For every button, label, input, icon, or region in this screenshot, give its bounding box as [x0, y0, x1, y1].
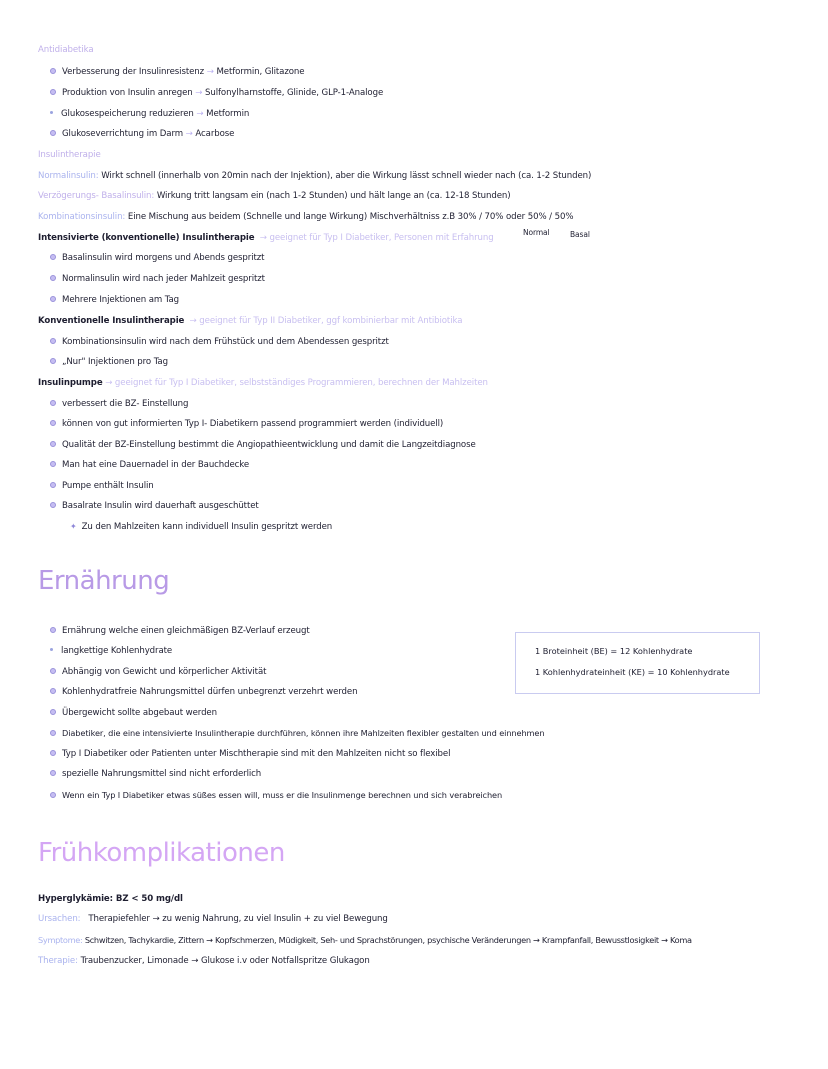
bullet-icon: [50, 668, 56, 674]
list-item: Verbesserung der Insulinresistenz → Metformin, Glitazone: [50, 66, 304, 78]
list-item: Typ I Diabetiker oder Patienten unter Mischtherapie sind mit den Mahlzeiten nicht so flexibel: [50, 748, 450, 760]
section-title-ernaehrung: Ernährung: [38, 566, 170, 596]
list-item: Produktion von Insulin anregen → Sulfonylharnstoffe, Glinide, GLP-1-Analoge: [50, 87, 383, 99]
bullet-icon: [50, 482, 56, 488]
bullet-icon: [50, 275, 56, 281]
subsection-intensiviert: Intensivierte (konventionelle) Insulintherapie → geeignet für Typ I Diabetiker, Personen mit Erfahrung: [38, 233, 494, 243]
subsection-konventionell: Konventionelle Insulintherapie → geeignet für Typ II Diabetiker, ggf kombinierbar mit Antibiotika: [38, 316, 463, 326]
list-item: „Nur" Injektionen pro Tag: [50, 356, 168, 368]
definition-verzoegerungsinsulin: Verzögerungs- Basalinsulin: Wirkung tritt langsam ein (nach 1-2 Stunden) und hält lange an (ca. 12-18 Stunden): [38, 191, 511, 201]
list-item: spezielle Nahrungsmittel sind nicht erforderlich: [50, 768, 261, 780]
bullet-icon: [50, 461, 56, 467]
list-item: Wenn ein Typ I Diabetiker etwas süßes essen will, muss er die Insulinmenge berechnen und sich verabreichen: [50, 789, 502, 801]
section-title-insulintherapie: Insulintherapie: [38, 150, 101, 160]
annotation-normal: Normal: [523, 228, 550, 237]
list-item: Normalinsulin wird nach jeder Mahlzeit gespritzt: [50, 273, 265, 285]
list-item: Glukoseverrichtung im Darm → Acarbose: [50, 128, 234, 140]
bullet-icon: [50, 730, 56, 736]
definition-normalinsulin: Normalinsulin: Wirkt schnell (innerhalb von 20min nach der Injektion), aber die Wirkung lässt schnell wieder nach (ca. 1-2 Stunden): [38, 171, 592, 181]
bullet-icon: [50, 89, 56, 95]
info-box-line: 1 Broteinheit (BE) = 12 Kohlenhydrate: [535, 646, 693, 656]
bullet-icon: [50, 627, 56, 633]
heading-hypoglykaemie: Hyperglykämie: BZ < 50 mg/dl: [38, 894, 183, 904]
list-item: Mehrere Injektionen am Tag: [50, 294, 179, 306]
list-item: Pumpe enthält Insulin: [50, 480, 154, 492]
list-item: Abhängig von Gewicht und körperlicher Aktivität: [50, 666, 266, 678]
bullet-icon: [50, 400, 56, 406]
bullet-icon: [50, 750, 56, 756]
list-item: Basalrate Insulin wird dauerhaft ausgeschüttet: [50, 500, 259, 512]
row-ursachen: Ursachen: Therapiefehler → zu wenig Nahrung, zu viel Insulin + zu viel Bewegung: [38, 914, 388, 924]
info-box: [515, 632, 760, 694]
list-item: Übergewicht sollte abgebaut werden: [50, 707, 217, 719]
list-item: Kohlenhydratfreie Nahrungsmittel dürfen unbegrenzt verzehrt werden: [50, 686, 357, 698]
list-item: Ernährung welche einen gleichmäßigen BZ-Verlauf erzeugt: [50, 625, 310, 637]
bullet-icon: [50, 130, 56, 136]
section-title-fruehkomplikationen: Frühkomplikationen: [38, 838, 285, 868]
subsection-insulinpumpe: Insulinpumpe → geeignet für Typ I Diabetiker, selbstständiges Programmieren, berechnen der Mahlzeiten: [38, 378, 488, 388]
row-symptome: Symptome: Schwitzen, Tachykardie, Zittern → Kopfschmerzen, Müdigkeit, Seh- und Sprachstörungen, psychische Veränderungen → Krampfanfall, Bewusstlosigkeit → Koma: [38, 935, 692, 945]
bullet-icon: [50, 688, 56, 694]
list-item: Basalinsulin wird morgens und Abends gespritzt: [50, 252, 264, 264]
bullet-icon: [50, 770, 56, 776]
list-item: Diabetiker, die eine intensivierte Insulintherapie durchführen, können ihre Mahlzeiten flexibler gestalten und einnehmen: [50, 727, 544, 739]
bullet-icon: [50, 420, 56, 426]
list-item: Qualität der BZ-Einstellung bestimmt die Angiopathieentwicklung und damit die Langzeitdiagnose: [50, 439, 476, 451]
bullet-icon: [50, 296, 56, 302]
list-item: Glukosespeicherung reduzieren → Metformin: [50, 108, 249, 120]
bullet-icon: [50, 358, 56, 364]
bullet-icon: [50, 502, 56, 508]
row-therapie: Therapie: Traubenzucker, Limonade → Glukose i.v oder Notfallspritze Glukagon: [38, 956, 370, 966]
bullet-icon: [50, 709, 56, 715]
list-item: Kombinationsinsulin wird nach dem Frühstück und dem Abendessen gespritzt: [50, 336, 389, 348]
definition-kombinationsinsulin: Kombinationsinsulin: Eine Mischung aus beidem (Schnelle und lange Wirkung) Mischverhältniss z.B 30% / 70% oder 50% / 50%: [38, 212, 574, 222]
info-box-line: 1 Kohlenhydrateinheit (KE) = 10 Kohlenhydrate: [535, 667, 730, 677]
bullet-icon: [50, 648, 53, 651]
bullet-icon: [50, 111, 53, 114]
bullet-icon: [50, 254, 56, 260]
list-item: Man hat eine Dauernadel in der Bauchdecke: [50, 459, 249, 471]
bullet-icon: [50, 441, 56, 447]
section-title-antidiabetika: Antidiabetika: [38, 45, 94, 55]
bullet-icon: [50, 338, 56, 344]
list-item: verbessert die BZ- Einstellung: [50, 398, 188, 410]
list-item: können von gut informierten Typ I- Diabetikern passend programmiert werden (individuell): [50, 418, 443, 430]
star-icon: ✦: [70, 522, 77, 531]
bullet-icon: [50, 792, 56, 798]
list-item: langkettige Kohlenhydrate: [50, 645, 172, 657]
bullet-icon: [50, 68, 56, 74]
annotation-basal: Basal: [570, 230, 590, 239]
list-subitem: ✦ Zu den Mahlzeiten kann individuell Insulin gespritzt werden: [70, 522, 333, 532]
